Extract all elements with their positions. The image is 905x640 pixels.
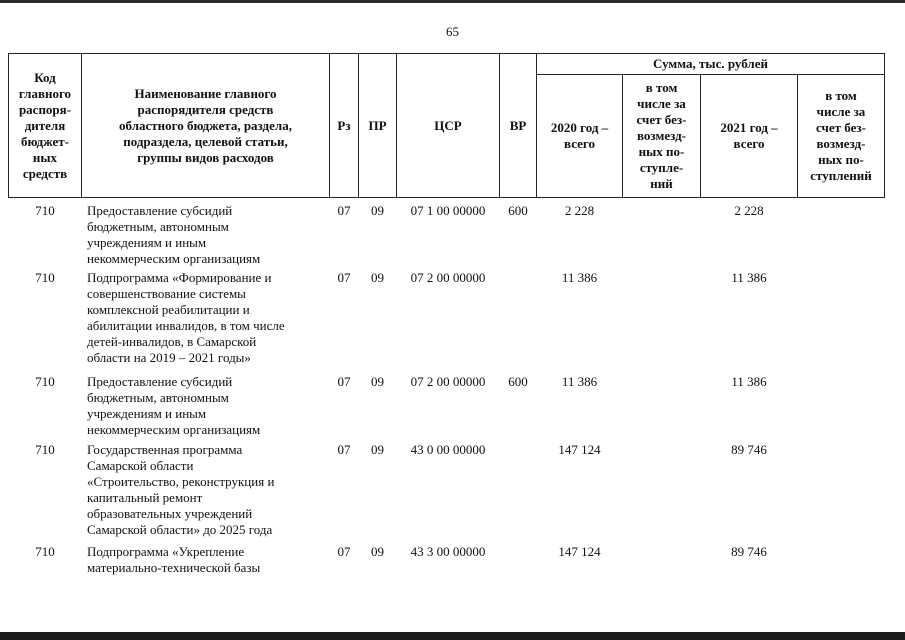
header-rz-text: Рз [337,117,351,133]
cell-csr: 07 1 00 00000 [410,203,486,218]
header-2020-free [623,75,700,197]
cell-pr: 09 [371,270,384,285]
header-2021-free-text: в том числе за счет без- возмезд- ных по- ступлений [810,88,872,183]
cell-name: Подпрограмма «Укрепление материально-технической базы [87,544,261,575]
cell-rz: 07 [337,442,351,457]
cell-csr: 43 0 00 00000 [410,442,486,457]
cell-pr: 09 [371,374,384,389]
cell-vr: 600 [508,374,528,389]
cell-2021-total: 2 228 [734,203,764,218]
scan-border-bottom [0,632,905,640]
cell-code: 710 [35,270,55,285]
cell-2020-total: 2 228 [564,203,595,218]
header-sum-group-text: Сумма, тыс. рублей [653,56,768,71]
header-2020-total [537,75,622,197]
cell-csr: 07 2 00 00000 [410,270,486,285]
cell-name: Предоставление субсидий бюджетным, автономным учреждениям и иным некоммерческим организациям [87,203,261,266]
header-2021-total [701,75,797,197]
cell-2021-total: 11 386 [731,270,767,285]
header-2021-total-text: 2021 год – всего [720,120,778,151]
cell-2020-total: 11 386 [561,270,598,285]
cell-2021-total: 89 746 [731,442,767,457]
header-2020-free-text: в том числе за счет без- возмезд- ных по- ступле- ний [636,80,687,191]
cell-2020-total: 147 124 [558,442,601,457]
page-number: 65 [446,24,459,39]
cell-2020-total: 147 124 [558,544,601,559]
cell-name: Предоставление субсидий бюджетным, автономным учреждениям и иным некоммерческим организациям [87,374,261,437]
header-bottom-border [8,197,885,198]
header-2020-total-text: 2020 год – всего [550,120,609,151]
scan-border-top [0,0,905,3]
cell-2020-total: 11 386 [561,374,598,389]
cell-pr: 09 [371,442,384,457]
cell-code: 710 [35,374,55,389]
cell-name: Подпрограмма «Формирование и совершенствование системы комплексной реабилитации и абилитации инвалидов, в том числе детей-инвалидов, в Самарской области на 2019 – 2021 годы» [87,270,285,365]
header-name-text: Наименование главного распорядителя средств областного бюджета, раздела, подраздела, целевой статьи, группы видов расходов [119,85,292,165]
cell-2021-total: 11 386 [731,374,767,389]
cell-pr: 09 [371,544,384,559]
header-code [9,54,81,197]
cell-csr: 43 3 00 00000 [410,544,486,559]
cell-rz: 07 [337,203,351,218]
cell-csr: 07 2 00 00000 [410,374,486,389]
cell-rz: 07 [337,270,351,285]
col-divider [884,53,885,198]
cell-2021-total: 89 746 [731,544,767,559]
cell-rz: 07 [337,544,351,559]
header-vr [500,54,536,197]
header-code-text: Код главного распоря- дителя бюджет- ных средств [18,69,72,181]
cell-code: 710 [35,544,55,559]
cell-code: 710 [35,203,55,218]
header-vr-text: ВР [509,117,527,133]
header-pr [359,54,396,197]
header-rz [330,54,358,197]
header-name [82,54,329,197]
cell-code: 710 [35,442,55,457]
cell-pr: 09 [371,203,384,218]
cell-name: Государственная программа Самарской области «Строительство, реконструкция и капитальный ремонт образовательных учреждений Самарской области» до 2025 года [87,442,275,537]
cell-vr: 600 [508,203,528,218]
cell-rz: 07 [337,374,351,389]
header-csr-text: ЦСР [434,117,462,133]
header-csr [397,54,499,197]
header-sum-group [537,54,884,74]
header-2021-free [798,75,884,197]
header-pr-text: ПР [368,117,387,133]
